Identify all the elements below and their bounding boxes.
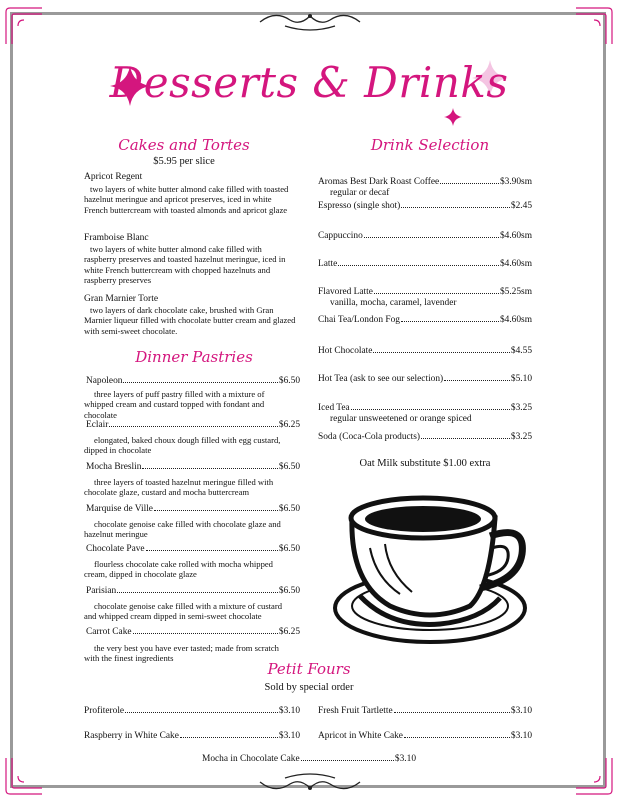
drink-note: vanilla, mocha, caramel, lavender	[330, 298, 457, 308]
menu-row: Carrot Cake $6.25	[86, 627, 300, 637]
menu-row: Iced Tea $3.25	[318, 403, 532, 413]
pastry-description: chocolate genoise cake filled with a mixture of custard and whipped cream dipped in semi-sweet chocolate	[84, 601, 283, 622]
menu-row: Chai Tea/London Fog $4.60sm	[318, 315, 532, 325]
menu-row: Mocha in Chocolate Cake $3.10	[202, 754, 416, 764]
flourish-ornament-icon	[255, 770, 365, 796]
menu-row: Fresh Fruit Tartlette $3.10	[318, 706, 532, 716]
menu-row: Flavored Latte $5.25sm	[318, 287, 532, 297]
cake-name: Apricot Regent	[84, 172, 143, 182]
pastry-description: three layers of toasted hazelnut meringue filled with chocolate glaze, custard and mocha buttercream	[84, 477, 274, 498]
menu-row: Mocha Breslin $6.50	[86, 462, 300, 472]
menu-row: Eclair $6.25	[86, 420, 300, 430]
menu-row: Latte $4.60sm	[318, 259, 532, 269]
pastry-description: elongated, baked choux dough filled with egg custard, dipped in chocolate	[84, 435, 281, 456]
petit-fours-sub: Sold by special order	[264, 682, 354, 693]
page-title: Desserts & Drinks	[109, 58, 509, 107]
cake-description: two layers of dark chocolate cake, brushed with Gran Marnier liqueur filled with chocolate butter cream and glazed with semi-sweet chocolate.	[84, 305, 296, 336]
pastry-description: chocolate genoise cake filled with chocolate glaze and hazelnut meringue	[84, 519, 281, 540]
menu-row: Chocolate Pave $6.50	[86, 544, 300, 554]
menu-row: Marquise de Ville $6.50	[86, 504, 300, 514]
corner-ornament-icon	[4, 756, 44, 796]
menu-row: Hot Chocolate $4.55	[318, 346, 532, 356]
menu-row: Napoleon $6.50	[86, 376, 300, 386]
pastry-description: flourless chocolate cake rolled with mocha whipped cream, dipped in chocolate glaze	[84, 559, 273, 580]
corner-ornament-icon	[574, 6, 614, 46]
menu-row: Espresso (single shot) $2.45	[318, 201, 532, 211]
cake-name: Framboise Blanc	[84, 233, 149, 243]
flourish-ornament-icon	[255, 8, 365, 34]
menu-row: Hot Tea (ask to see our selection) $5.10	[318, 374, 532, 384]
corner-ornament-icon	[4, 6, 44, 46]
pastry-description: three layers of puff pastry filled with a mixture of whipped cream and custard topped with fondant and chocolate	[84, 389, 265, 420]
menu-row: Soda (Coca-Cola products) $3.25	[318, 432, 532, 442]
sparkle-icon	[444, 108, 462, 126]
pastry-description: the very best you have ever tasted; made from scratch with the finest ingredients	[84, 643, 279, 664]
menu-row: Parisian $6.50	[86, 586, 300, 596]
menu-row: Aromas Best Dark Roast Coffee $3.90sm	[318, 177, 532, 187]
cake-description: two layers of white butter almond cake filled with toasted hazelnut meringue and apricot preserves, iced in white French buttercream with toasted almonds and apricot glaze	[84, 184, 289, 215]
cake-name: Gran Marnier Torte	[84, 294, 159, 304]
cake-description: two layers of white butter almond cake filled with raspberry preserves and toasted hazelnut meringue, iced in white French buttercream with chopped hazelnuts and raspberry preserves	[84, 244, 286, 286]
cakes-price-note: $5.95 per slice	[153, 156, 215, 167]
cakes-heading: Cakes and Tortes	[118, 136, 250, 154]
petit-fours-heading: Petit Fours	[267, 660, 351, 678]
coffee-cup-icon	[330, 488, 530, 648]
drink-note: regular or decaf	[330, 188, 390, 198]
menu-row: Apricot in White Cake $3.10	[318, 731, 532, 741]
menu-row: Profiterole $3.10	[84, 706, 300, 716]
menu-row: Cappuccino $4.60sm	[318, 231, 532, 241]
drink-note: regular unsweetened or orange spiced	[330, 414, 472, 424]
pastries-heading: Dinner Pastries	[135, 348, 253, 366]
corner-ornament-icon	[574, 756, 614, 796]
menu-row: Raspberry in White Cake $3.10	[84, 731, 300, 741]
drinks-footnote: Oat Milk substitute $1.00 extra	[359, 458, 491, 469]
drinks-heading: Drink Selection	[370, 136, 490, 154]
